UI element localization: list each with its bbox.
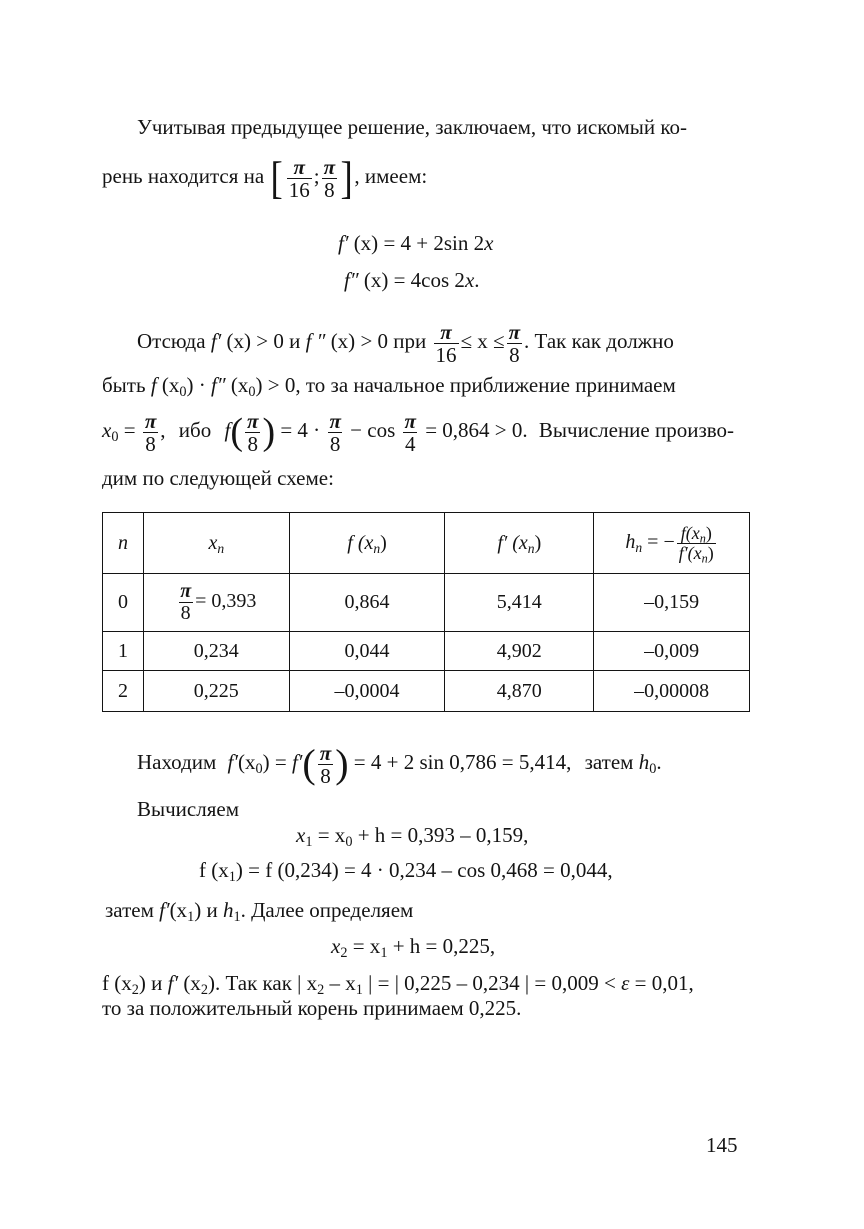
header-h: $h_n$ = − $\frac{f(x_n)}{f'(x_n)}$	[594, 513, 750, 574]
first-derivative-formula: f′ (x) = 4 + 2sin 2x	[338, 231, 494, 255]
header-fprime: f′ $(x_n)$	[445, 513, 594, 574]
table-row: 1 0,234 0,044 4,902 –0,009	[103, 632, 750, 671]
intro-line-2: рень находится на [ $\frac{\pi}{16}$ ; $\frac{\pi}{8}$ ], имеем:	[102, 152, 428, 204]
find-derivative-line: Находим $f'(x_0) = f'$( $\frac{\pi}{8}$ ) = 4 + 2 sin 0,786 = 5,414, затем $h_0$.	[137, 740, 662, 788]
final-line-1: f $(x_2)$ и f′ $(x_2)$. Так как | $x_2 - x_1$ | = | 0,225 – 0,234 | = 0,009 < ε = 0,01,	[102, 971, 694, 998]
then-line: затем $f'(x_1)$ и $h_1$. Далее определяем	[105, 898, 414, 925]
condition-line: Отсюда f′ (x) > 0 и f ″ (x) > 0 при $\frac{\pi}{16}$ ≤ x ≤ $\frac{\pi}{8}$ . Так как должно	[137, 319, 674, 367]
table-row: 2 0,225 –0,0004 4,870 –0,00008	[103, 671, 750, 712]
fraction-pi-16: $\frac{\pi}{16}$	[435, 319, 457, 367]
condition-line-2: быть f $(x_0) \cdot f''$ $(x_0) > 0$, то за начальное приближение принимаем	[102, 373, 676, 400]
fraction-pi-16: $\frac{\pi}{16}$	[288, 154, 310, 202]
x2-formula: $x_2 = x_1 + h = 0,225$,	[331, 934, 496, 961]
header-f: f $(x_n)$	[289, 513, 445, 574]
page-number: 145	[706, 1133, 738, 1157]
fx1-formula: f $(x_1) = f$ (0,234) = 4 · 0,234 – cos 0,468 = 0,044,	[199, 858, 613, 885]
header-x: $x_n$	[143, 513, 289, 574]
initial-approximation-line: $x_0$ = $\frac{\pi}{8}$ , ибо f( $\frac{\pi}{8}$ ) = 4 · $\frac{\pi}{8}$ − cos $\frac{\pi}{4}$ = 0,864 > 0. Вычисление произво-	[102, 408, 735, 456]
header-n: n	[103, 513, 144, 574]
fraction-pi-8: $\frac{\pi}{8}$	[323, 154, 336, 202]
final-line-2: то за положительный корень принимаем 0,225.	[102, 996, 522, 1020]
fraction-pi-8: $\frac{\pi}{8}$	[508, 319, 521, 367]
intro-line-1: Учитывая предыдущее решение, заключаем, что искомый ко-	[137, 115, 687, 139]
table-row: 0 $\frac{\pi}{8}$ = 0,393 0,864 5,414 –0,159	[103, 574, 750, 632]
x1-formula: $x_1 = x_0 + h = 0,393 - 0,159$,	[296, 823, 529, 850]
left-bracket: [	[270, 152, 284, 204]
second-derivative-formula: f″ (x) = 4cos 2x.	[344, 268, 480, 292]
compute-line: Вычисляем	[137, 797, 239, 821]
iteration-table	[102, 512, 750, 712]
right-bracket: ]	[340, 152, 353, 204]
scheme-line: дим по следующей схеме:	[102, 466, 334, 490]
table-header-row	[103, 513, 750, 574]
